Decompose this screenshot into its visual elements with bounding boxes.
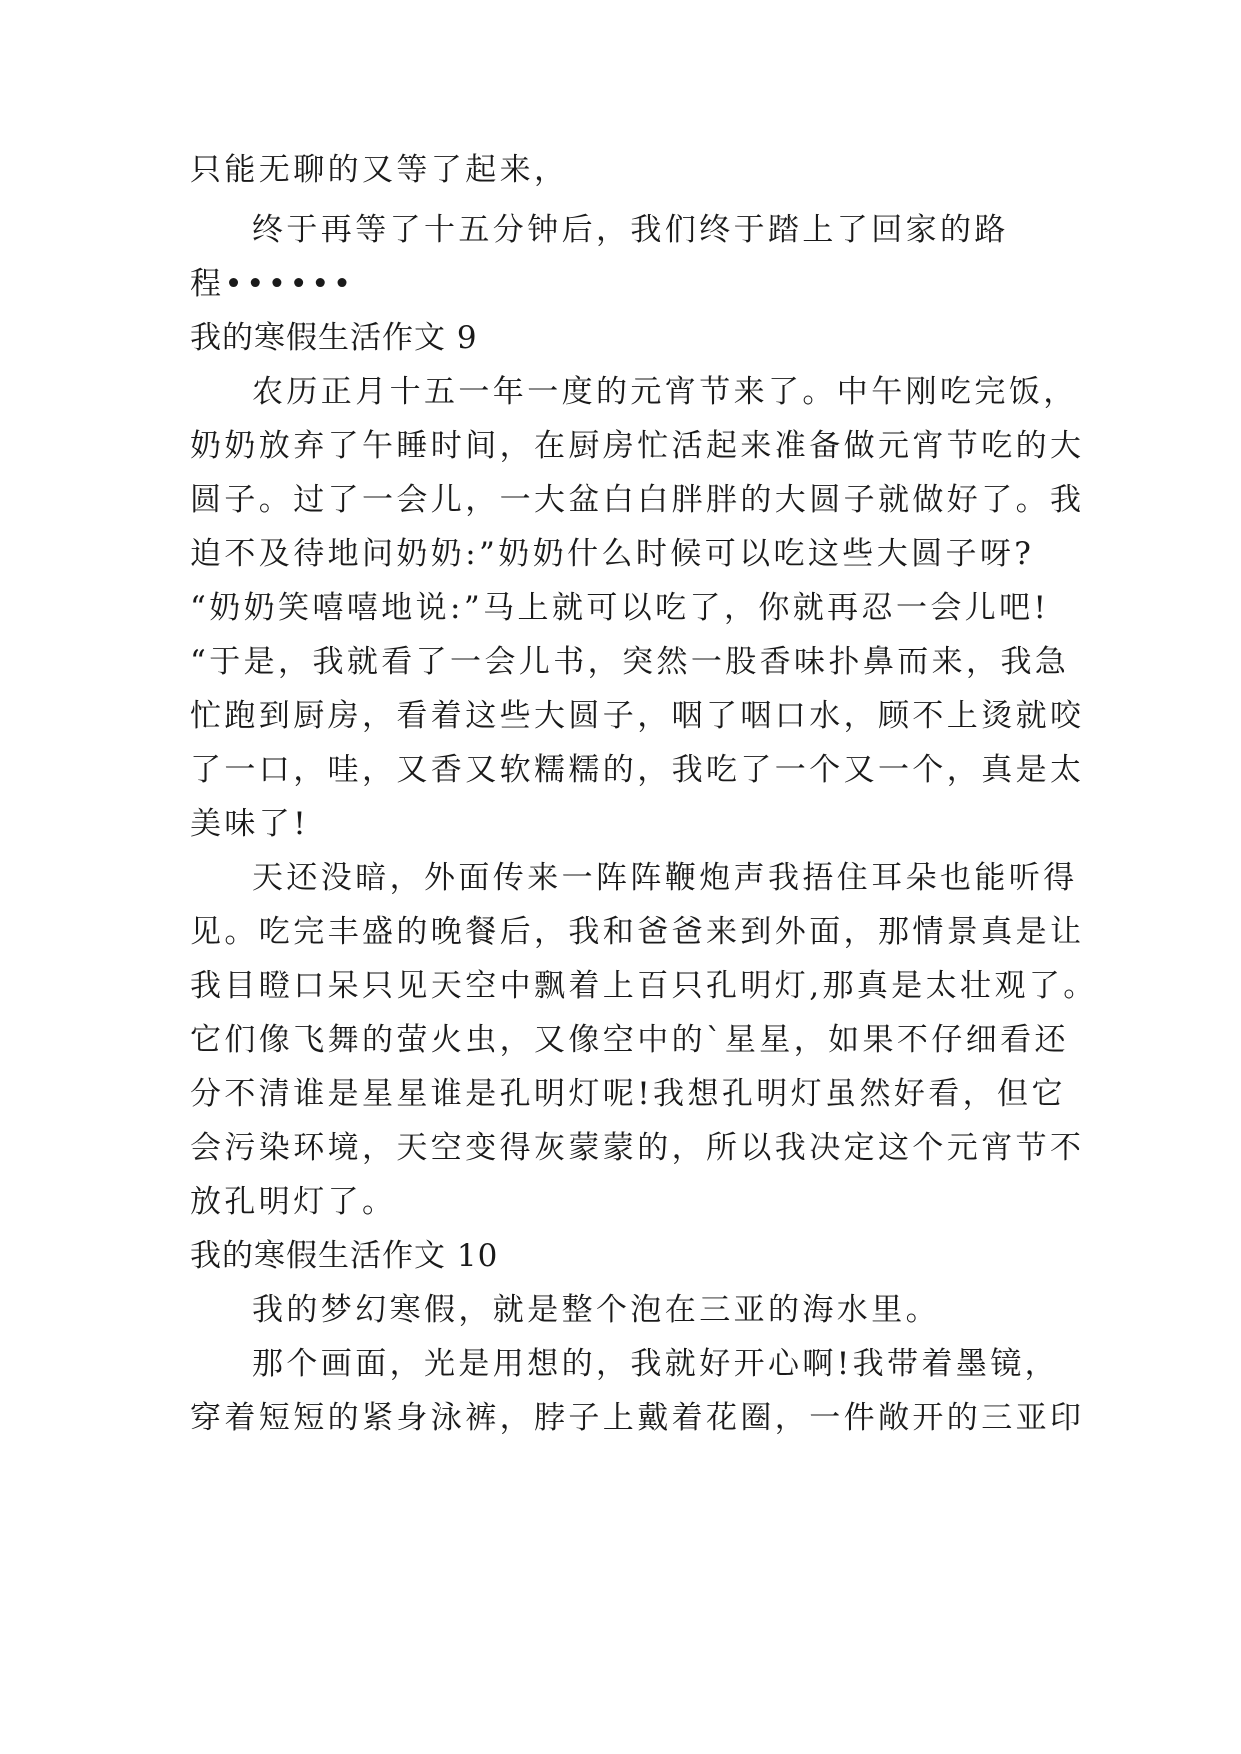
text-line: 我目瞪口呆只见天空中飘着上百只孔明灯,那真是太壮观了。	[190, 968, 1098, 1004]
paragraph-line: 那个画面，光是用想的，我就好开心啊!我带着墨镜，	[252, 1346, 1060, 1382]
text-line: 程••••••	[190, 266, 355, 302]
text-line: 了一口，哇，又香又软糯糯的，我吃了一个又一个，真是太	[190, 752, 1085, 788]
text-line: 只能无聊的又等了起来，	[190, 152, 569, 188]
text-line: “奶奶笑嘻嘻地说:”马上就可以吃了，你就再忍一会儿吧!	[190, 590, 1050, 626]
paragraph-line: 天还没暗，外面传来一阵阵鞭炮声我捂住耳朵也能听得	[252, 860, 1078, 896]
text-line: 迫不及待地问奶奶:”奶奶什么时候可以吃这些大圆子呀?	[190, 536, 1035, 572]
text-line: 见。吃完丰盛的晚餐后，我和爸爸来到外面，那情景真是让	[190, 914, 1085, 950]
text-line: 它们像飞舞的萤火虫，又像空中的`星星，如果不仔细看还	[190, 1022, 1069, 1058]
paragraph-line: 农历正月十五一年一度的元宵节来了。中午刚吃完饭，	[252, 374, 1078, 410]
text-line: 穿着短短的紧身泳裤，脖子上戴着花圈，一件敞开的三亚印	[190, 1400, 1085, 1436]
text-line: 忙跑到厨房，看着这些大圆子，咽了咽口水，顾不上烫就咬	[190, 698, 1085, 734]
text-line: 分不清谁是星星谁是孔明灯呢!我想孔明灯虽然好看，但它	[190, 1076, 1066, 1112]
section-heading: 我的寒假生活作文 9	[190, 320, 478, 356]
text-line: 会污染环境，天空变得灰蒙蒙的，所以我决定这个元宵节不	[190, 1130, 1085, 1166]
text-line: 美味了!	[190, 806, 310, 842]
paragraph-line: 终于再等了十五分钟后，我们终于踏上了回家的路	[252, 212, 1009, 248]
text-line: 放孔明灯了。	[190, 1184, 397, 1220]
section-heading: 我的寒假生活作文 10	[190, 1238, 499, 1274]
text-line: 圆子。过了一会儿，一大盆白白胖胖的大圆子就做好了。我	[190, 482, 1085, 518]
text-line: “于是，我就看了一会儿书，突然一股香味扑鼻而来，我急	[190, 644, 1070, 680]
paragraph-line: 我的梦幻寒假，就是整个泡在三亚的海水里。	[252, 1292, 940, 1328]
text-line: 奶奶放弃了午睡时间，在厨房忙活起来准备做元宵节吃的大	[190, 428, 1085, 464]
